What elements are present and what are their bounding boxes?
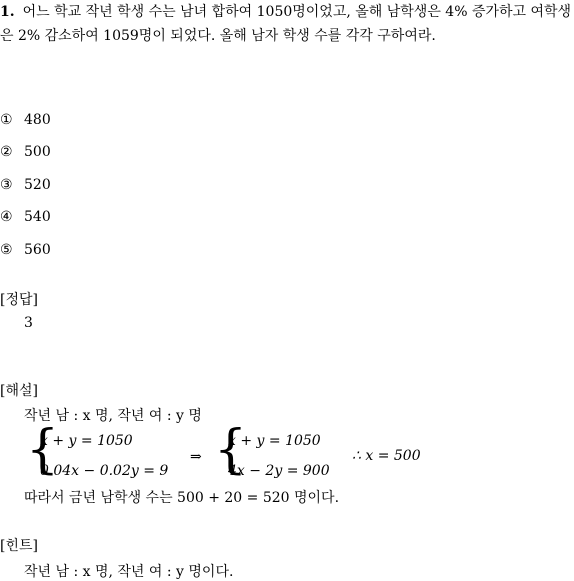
choice-value: 560 (24, 242, 51, 258)
question (0, 0, 572, 48)
choice-3[interactable] (0, 177, 51, 193)
system2-eq2: 4x − 2y = 900 (228, 463, 330, 479)
question-text: 어느 학교 작년 학생 수는 남녀 합하여 1050명이었고, 올해 남학생은 4% 증가하고 여학생은 2% 감소하여 1059명이 되었다. 올해 남자 학생 수를 각각 구하여라. (0, 4, 572, 44)
choice-value: 540 (24, 209, 51, 225)
choice-value: 520 (24, 177, 51, 193)
question-number: 1. (0, 4, 15, 20)
hint-text: 작년 남 : x 명, 작년 여 : y 명이다. (24, 564, 234, 580)
solution-conclusion: 따라서 금년 남학생 수는 500 + 20 = 520 명이다. (24, 490, 340, 506)
solution-result: ∴ x = 500 (352, 448, 421, 464)
left-brace-2: { (214, 420, 248, 480)
system1-eq1: x + y = 1050 (40, 433, 133, 449)
choice-mark: ③ (0, 177, 13, 193)
solution-line1: 작년 남 : x 명, 작년 여 : y 명 (24, 408, 202, 424)
implies-arrow: ⇒ (190, 449, 202, 465)
system1-eq2: 0.04x − 0.02y = 9 (40, 463, 169, 479)
solution-label: [해설] (0, 383, 38, 399)
choice-mark: ① (0, 112, 13, 128)
system2-eq1: x + y = 1050 (228, 433, 321, 449)
choice-2[interactable] (0, 144, 51, 160)
hint-label: [힌트] (0, 538, 38, 554)
choice-value: 500 (24, 144, 51, 160)
choice-5[interactable] (0, 242, 51, 258)
choice-mark: ⑤ (0, 242, 13, 258)
choice-1[interactable] (0, 112, 51, 128)
choice-mark: ④ (0, 209, 13, 225)
answer-label: [정답] (0, 292, 38, 308)
choice-4[interactable] (0, 209, 51, 225)
left-brace-1: { (26, 420, 60, 480)
choice-value: 480 (24, 112, 51, 128)
answer-value: 3 (24, 315, 33, 331)
choice-mark: ② (0, 144, 13, 160)
